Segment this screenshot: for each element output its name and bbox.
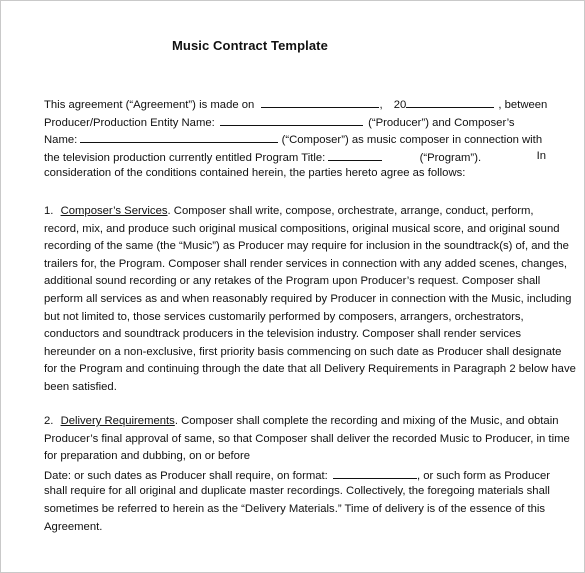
section-1 [44, 203, 576, 397]
intro-text: This agreement (“Agreement”) is made on [44, 99, 255, 111]
section-1-line: recording of the same (the “Music”) as Producer may require for inclusion in the soundtrack(s) of, and the [44, 240, 569, 253]
program-text: (“Program”). [419, 151, 482, 164]
intro-line-1 [44, 95, 546, 113]
section-2-line: shall require for all original and duplicate master recordings. Collectively, the foregoing materials shall [44, 485, 550, 498]
section-1-heading: Composer’s Services [60, 205, 168, 217]
section-1-line: for the Program and continuing through the date that all Delivery Requirements in Paragraph 2 below have [44, 363, 576, 376]
between-text: , between [498, 99, 548, 111]
section-1-number: 1. [44, 205, 54, 217]
section-1-line: trailers for, the Program. Composer shall render services in connection with any added scenes, changes, [44, 257, 568, 270]
composer-name-blank[interactable] [80, 130, 278, 143]
program-label: the television production currently entitled Program Title: [44, 151, 326, 164]
section-2-line: for preparation and dubbing, on or before [44, 450, 251, 463]
section-1-line: hereunder on a non-exclusive, first priority basis commencing on such date as Producer shall designate [44, 345, 562, 358]
section-2-line-4 [44, 466, 551, 484]
section-1-line: but not limited to, those services customarily performed by composers, arrangers, orchestrators, [44, 310, 524, 323]
document-title: Music Contract Template [172, 38, 328, 53]
in-text: In [536, 149, 546, 162]
section-2-line-1 [44, 413, 559, 431]
date-blank[interactable] [261, 95, 379, 108]
intro-line-3 [44, 130, 546, 148]
program-title-blank[interactable] [328, 148, 382, 161]
format-blank[interactable] [333, 466, 417, 479]
intro-line-2 [44, 113, 546, 131]
producer-name-blank[interactable] [220, 113, 363, 126]
section-2-heading: Delivery Requirements [60, 415, 175, 427]
producer-label: Producer/Production Entity Name: [44, 116, 215, 129]
intro-line-5: consideration of the conditions contained herein, the parties hereto agree as follows: [44, 167, 466, 180]
section-1-line: been satisfied. [44, 380, 117, 393]
format-text: , or such form as Producer [416, 469, 551, 482]
comma-text: , [379, 99, 383, 111]
section-1-text: . Composer shall write, compose, orchestrate, arrange, conduct, perform, [167, 205, 534, 217]
composer-text: (“Composer”) as music composer in connection with [281, 134, 543, 147]
producer-text: (“Producer”) and Composer’s [368, 116, 515, 129]
section-1-line: conductors and soundtrack producers in the television industry. Composer shall render services [44, 328, 522, 341]
year-prefix: 20 [393, 99, 407, 111]
section-2-line: Agreement. [44, 520, 103, 533]
section-2 [44, 413, 570, 536]
intro-line-4 [44, 148, 546, 166]
composer-label: Name: [44, 134, 78, 147]
section-1-line: perform all services as and when reasonably required by Producer in connection with the Music, including [44, 292, 572, 305]
section-1-line: record, mix, and produce such original musical compositions, original musical score, and original sound [44, 222, 560, 235]
section-2-line: sometimes be referred to herein as the “Delivery Materials.” Time of delivery is of the essence of this [44, 502, 546, 515]
section-2-number: 2. [44, 415, 54, 427]
section-1-line-1 [44, 203, 546, 221]
intro-paragraph [44, 95, 546, 183]
section-1-line: additional sound recording or any retakes of the Program upon Producer’s request. Composer shall [44, 275, 541, 288]
section-2-text: . Composer shall complete the recording and mixing of the Music, and obtain [174, 415, 559, 427]
year-blank[interactable] [406, 95, 494, 108]
format-label: Date: or such dates as Producer shall require, on format: [44, 469, 328, 482]
section-2-line: Producer’s final approval of same, so that Composer shall deliver the recorded Music to Producer, in time [44, 432, 570, 445]
